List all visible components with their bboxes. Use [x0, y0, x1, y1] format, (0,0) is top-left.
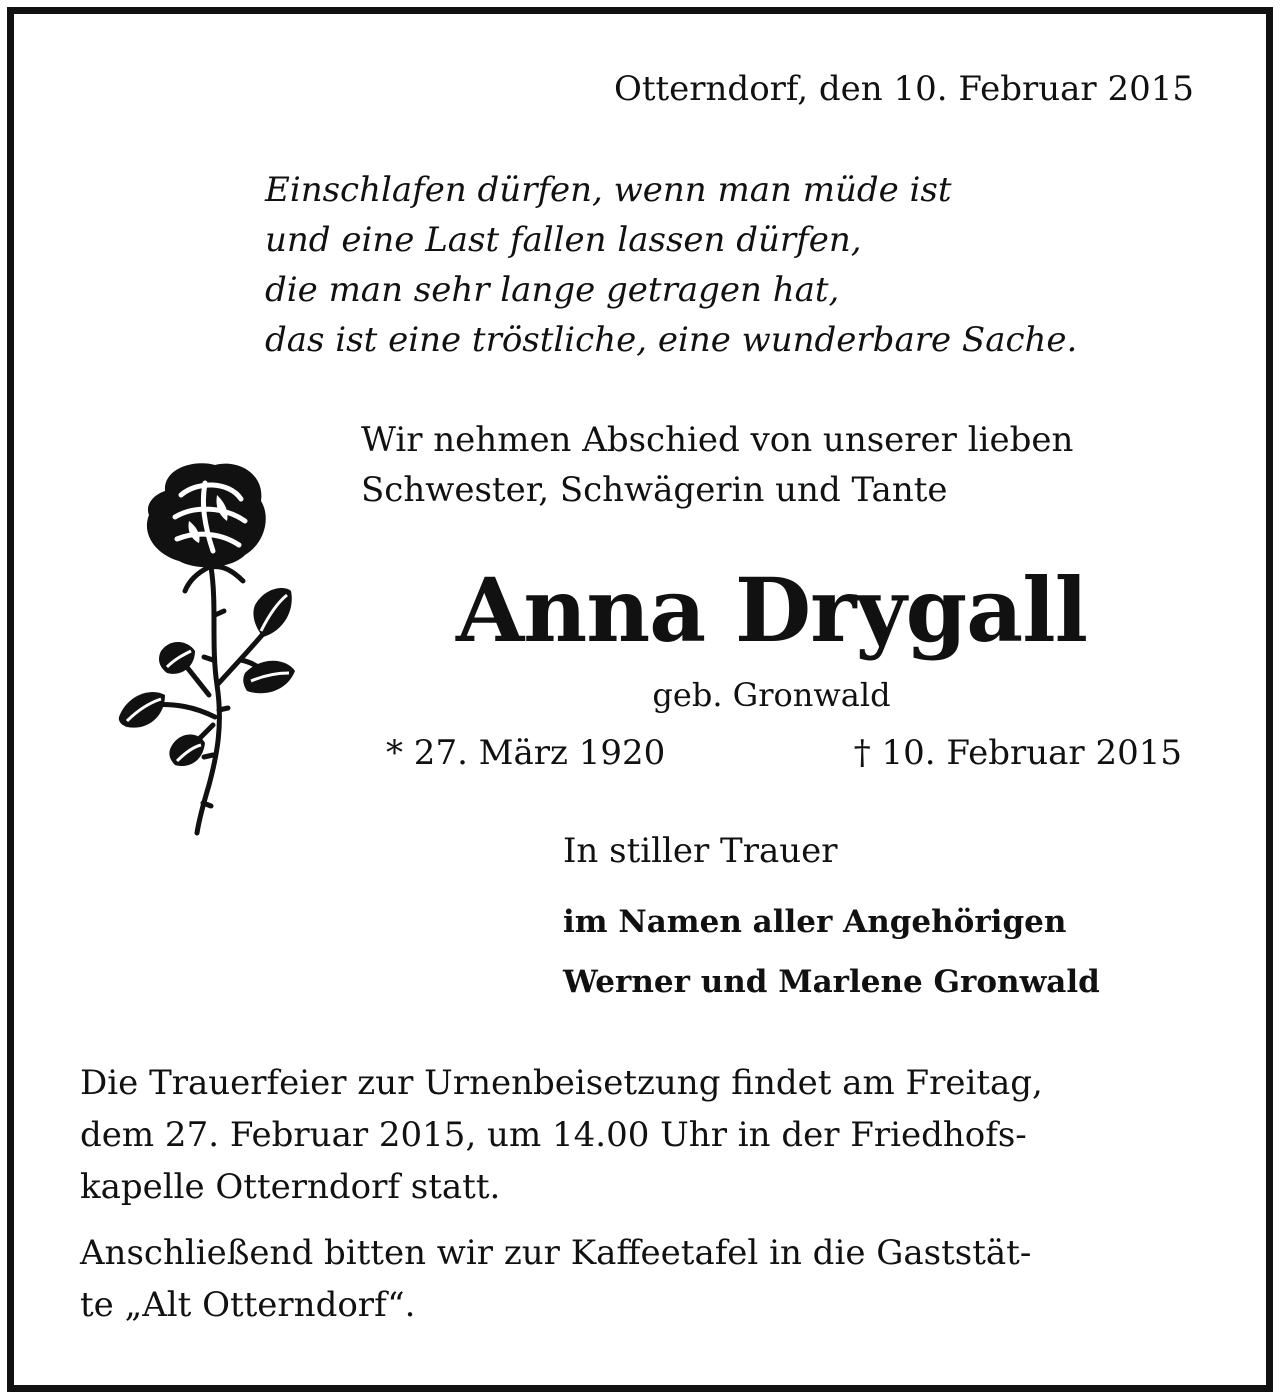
- deceased-name: Anna Drygall: [455, 558, 1088, 662]
- on-behalf-line: im Namen aller Angehörigen: [563, 904, 1067, 940]
- birth-name: geb. Gronwald: [652, 676, 891, 714]
- ceremony-notice: [80, 1057, 1043, 1213]
- farewell-intro: [361, 415, 1073, 515]
- place-date: Otterndorf, den 10. Februar 2015: [613, 69, 1194, 109]
- reception-line: Anschließend bitten wir zur Kaffeetafel in die Gaststät-: [80, 1233, 1032, 1273]
- poem: [265, 165, 1077, 365]
- poem-line: Einschlafen dürfen, wenn man müde ist: [265, 170, 952, 210]
- poem-line: und eine Last fallen lassen dürfen,: [265, 220, 862, 260]
- death-date: † 10. Februar 2015: [853, 733, 1182, 773]
- poem-line: das ist eine tröstliche, eine wunderbare Sache.: [265, 320, 1078, 360]
- ceremony-line: kapelle Otterndorf statt.: [80, 1167, 501, 1207]
- reception-notice: [80, 1227, 1031, 1331]
- reception-line: te „Alt Otterndorf“.: [80, 1285, 416, 1325]
- birth-date: * 27. März 1920: [386, 733, 666, 773]
- poem-line: die man sehr lange getragen hat,: [265, 270, 840, 310]
- ceremony-line: Die Trauerfeier zur Urnenbeisetzung findet am Freitag,: [80, 1063, 1043, 1103]
- intro-line: Schwester, Schwägerin und Tante: [361, 470, 948, 510]
- ceremony-line: dem 27. Februar 2015, um 14.00 Uhr in der Friedhofs-: [80, 1115, 1027, 1155]
- intro-line: Wir nehmen Abschied von unserer lieben: [361, 420, 1074, 460]
- mourning-phrase: In stiller Trauer: [563, 831, 838, 871]
- mourner-names: Werner und Marlene Gronwald: [563, 964, 1100, 1000]
